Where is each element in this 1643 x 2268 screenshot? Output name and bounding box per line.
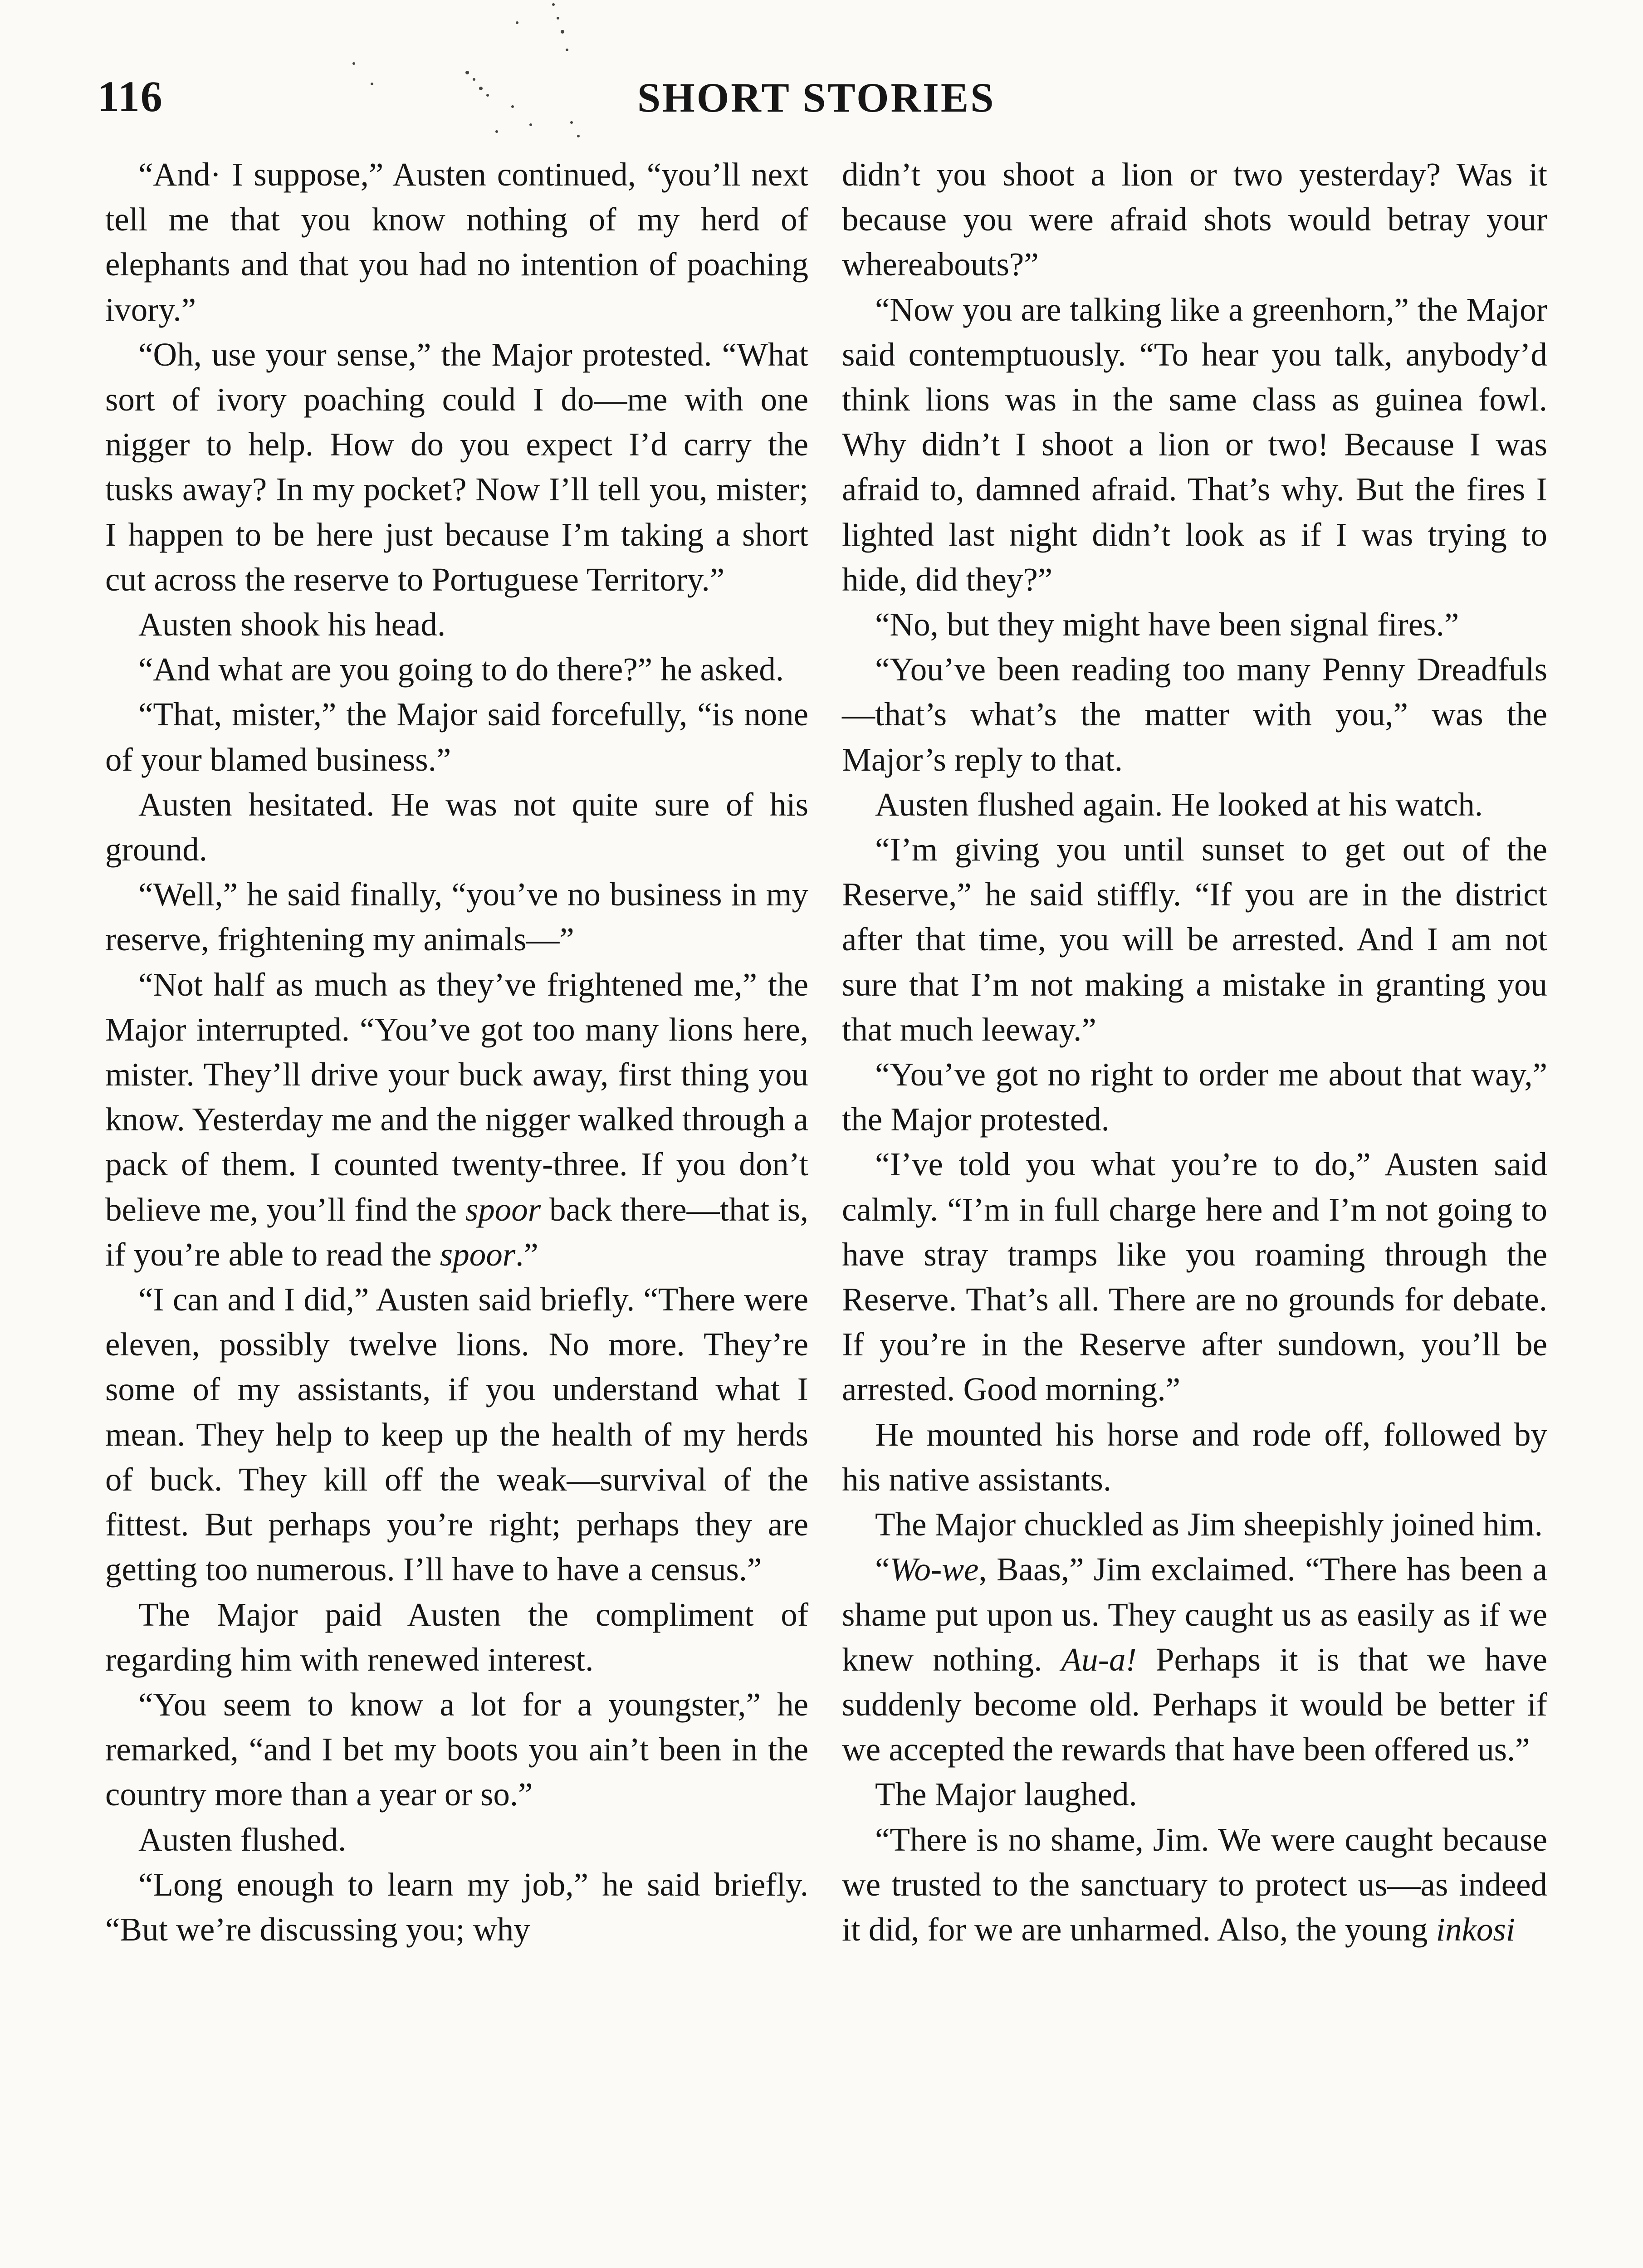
paragraph: “Well,” he said finally, “you’ve no business in my reserve, frightening my animals—” bbox=[105, 876, 808, 958]
paragraph: “Oh, use your sense,” the Major protested. “What sort of ivory poaching could I do—me with one nigger to help. How do you expect I’d carry the tusks away? In my pocket? Now I’ll tell you, mister; I happen to be here just because I’m taking a short cut across the reserve to Portuguese Territory.” bbox=[105, 336, 808, 598]
paragraph: Austen flushed. bbox=[138, 1821, 347, 1858]
scan-specks bbox=[318, 0, 612, 154]
paragraph: “And what are you going to do there?” he asked. bbox=[138, 651, 784, 688]
paragraph: “I’m giving you until sunset to get out of the Reserve,” he said stiffly. “If you are in the district after that time, you will be arrested. And I am not sure that I’m not making a mistake in granting you that much leeway.” bbox=[842, 831, 1547, 1048]
paragraph: The Major laughed. bbox=[875, 1776, 1137, 1813]
paragraph: “You’ve got no right to order me about that way,” the Major protested. bbox=[842, 1056, 1547, 1138]
running-title: SHORT STORIES bbox=[637, 74, 996, 121]
paragraph: “There is no shame, Jim. We were caught because we trusted to the sanctuary to protect us—as indeed it did, for we are unharmed. Also, the young inkosi bbox=[842, 1821, 1547, 1948]
paragraph: The Major paid Austen the compliment of regarding him with renewed interest. bbox=[105, 1596, 808, 1678]
paragraph: “That, mister,” the Major said forcefully, “is none of your blamed business.” bbox=[105, 696, 808, 778]
paragraph: “I’ve told you what you’re to do,” Austen said calmly. “I’m in full charge here and I’m not going to have stray tramps like you roaming through the Reserve. That’s all. There are no grounds for debate. If you’re in the Reserve after sundown, you’ll be arrested. Good morning.” bbox=[842, 1146, 1547, 1408]
paragraph: Austen hesitated. He was not quite sure of his ground. bbox=[105, 786, 808, 868]
paragraph: “You seem to know a lot for a youngster,” he remarked, “and I bet my boots you ain’t been in the country more than a year or so.” bbox=[105, 1686, 808, 1813]
paragraph: “You’ve been reading too many Penny Dreadfuls—that’s what’s the matter with you,” was the Major’s reply to that. bbox=[842, 651, 1547, 778]
paragraph: didn’t you shoot a lion or two yesterday? Was it because you were afraid shots would betray your whereabouts?” bbox=[842, 156, 1547, 283]
paragraph: “Not half as much as they’ve frightened me,” the Major interrupted. “You’ve got too many lions here, mister. They’ll drive your buck away, first thing you know. Yesterday me and the nigger walked through a pack of them. I counted twenty-three. If you don’t believe me, you’ll find the spoor back there—that is, if you’re able to read the spoor.” bbox=[105, 966, 808, 1273]
paragraph: “No, but they might have been signal fires.” bbox=[875, 606, 1459, 643]
right-column bbox=[842, 152, 1547, 1952]
page-number: 116 bbox=[98, 72, 163, 121]
paragraph: “I can and I did,” Austen said briefly. “There were eleven, possibly twelve lions. No more. They’re some of my assistants, if you understand what I mean. They help to keep up the health of my herds of buck. They kill off the weak—survival of the fittest. But perhaps you’re right; perhaps they are getting too numerous. I’ll have to have a census.” bbox=[105, 1281, 808, 1588]
paragraph: “Wo-we, Baas,” Jim exclaimed. “There has been a shame put upon us. They caught us as easily as if we knew nothing. Au-a! Perhaps it is that we have suddenly become old. Perhaps it would be better if we accepted the rewards that have been offered us.” bbox=[842, 1551, 1547, 1768]
page-header bbox=[0, 68, 1643, 127]
paragraph: Austen shook his head. bbox=[138, 606, 446, 643]
paragraph: Austen flushed again. He looked at his watch. bbox=[875, 786, 1483, 823]
paragraph: “And· I suppose,” Austen continued, “you’ll next tell me that you know nothing of my herd of elephants and that you had no intention of poaching ivory.” bbox=[105, 156, 808, 328]
paragraph: “Long enough to learn my job,” he said briefly. “But we’re discussing you; why bbox=[105, 1866, 808, 1948]
paragraph: He mounted his horse and rode off, followed by his native assistants. bbox=[842, 1416, 1547, 1498]
left-column bbox=[105, 152, 808, 1952]
paragraph: “Now you are talking like a greenhorn,” the Major said contemptuously. “To hear you talk, anybody’d think lions was in the same class as guinea fowl. Why didn’t I shoot a lion or two! Because I was afraid to, damned afraid. That’s why. But the fires I lighted last night didn’t look as if I was trying to hide, did they?” bbox=[842, 291, 1547, 598]
paragraph: The Major chuckled as Jim sheepishly joined him. bbox=[875, 1506, 1543, 1543]
